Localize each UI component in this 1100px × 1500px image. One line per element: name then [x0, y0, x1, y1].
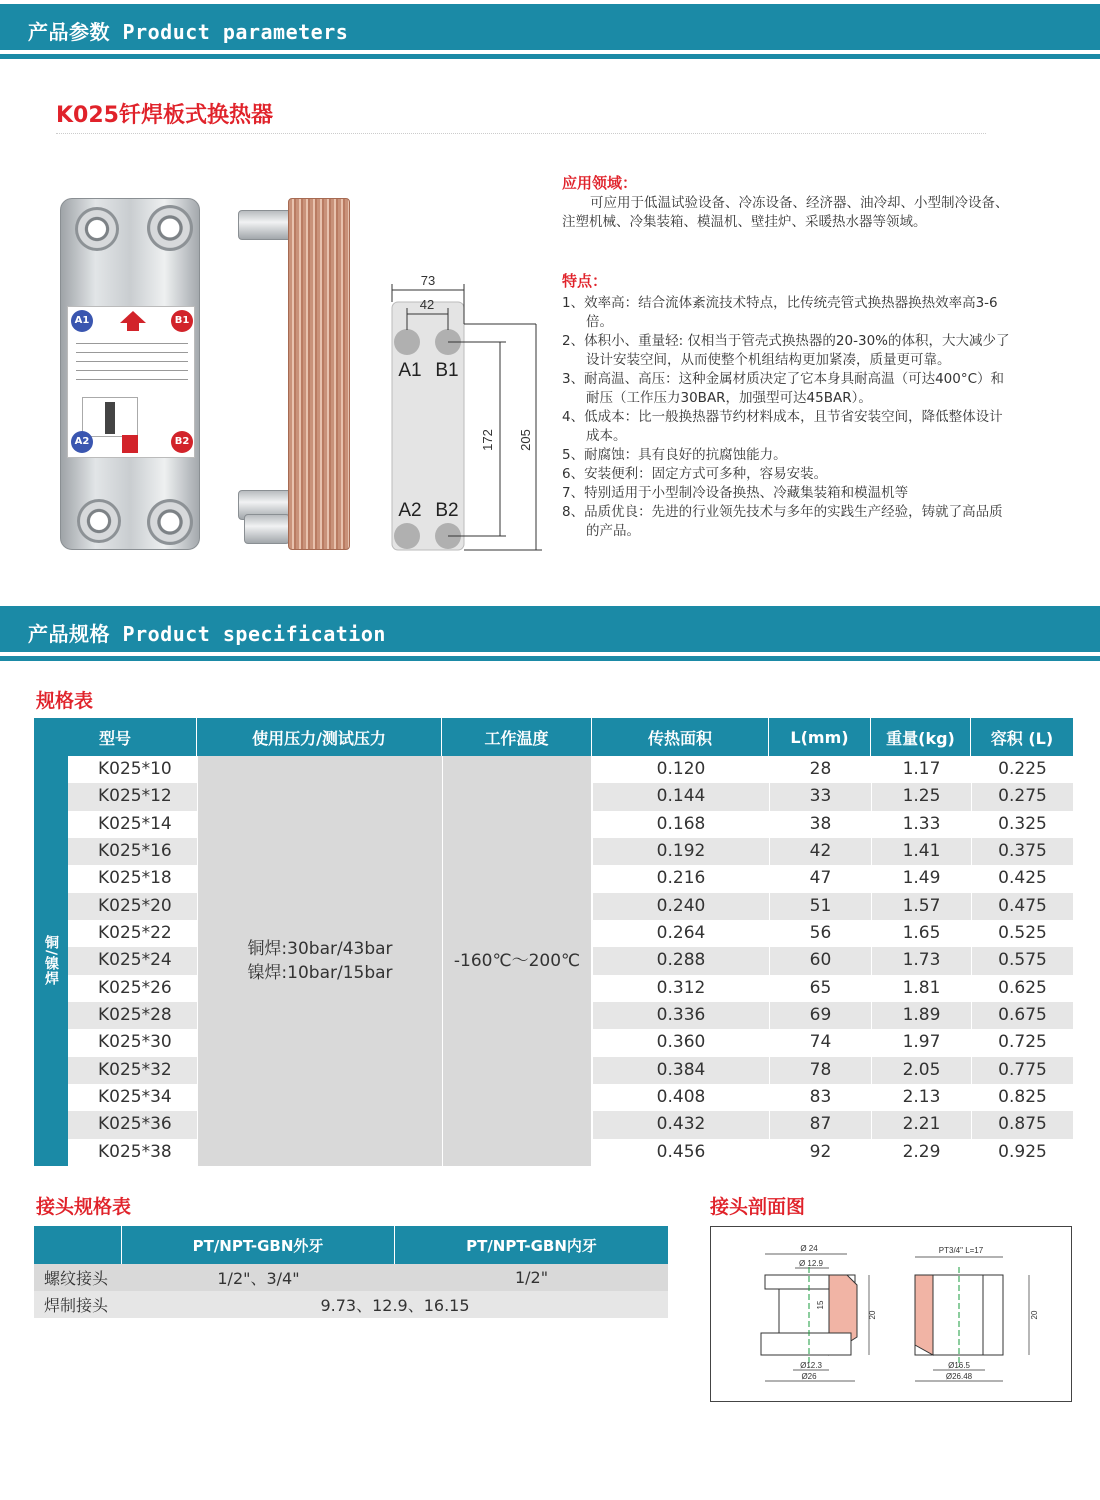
- cell-value: 60: [769, 947, 871, 974]
- feature-item: 4、低成本：比一般换热器节约材料成本，且节省安装空间，降低整体设计成本。: [562, 409, 1003, 444]
- gauge-icon: [82, 397, 138, 437]
- cell-value: 42: [769, 838, 871, 865]
- cell-value: 0.825: [971, 1084, 1073, 1111]
- cell-inner: 1/2": [514, 1268, 549, 1287]
- cell-value: 0.288: [592, 947, 769, 974]
- dim-width-inner: 42: [419, 297, 435, 312]
- feature-item: 7、特别适用于小型制冷设备换热、冷藏集装箱和模温机等: [562, 485, 909, 501]
- cell-value: 0.375: [971, 838, 1073, 865]
- cell-model: K025*12: [68, 783, 197, 810]
- spec-header-cell: 型号: [34, 718, 197, 756]
- cell-value: 0.120: [592, 756, 769, 783]
- connector-header-outer: PT/NPT-GBN外牙: [122, 1226, 395, 1264]
- cell-value: 0.456: [592, 1139, 769, 1166]
- application-text: 可应用于低温试验设备、冷冻设备、经济器、油冷却、小型制冷设备、注塑机械、冷集装箱、模温机、壁挂炉、采暖热水器等领域。: [562, 195, 1009, 230]
- cell-model: K025*36: [68, 1111, 197, 1138]
- cell-value: 0.875: [971, 1111, 1073, 1138]
- spec-header-cell: 使用压力/测试压力: [197, 718, 442, 756]
- cell-model: K025*18: [68, 865, 197, 892]
- cell-value: 0.325: [971, 811, 1073, 838]
- table-row: [34, 838, 1073, 865]
- badge-b1: B1: [171, 310, 193, 332]
- pressure-cell: 铜焊:30bar/43bar 镍焊:10bar/15bar: [197, 756, 442, 1166]
- table-row: [34, 920, 1073, 947]
- cell-value: 0.192: [592, 838, 769, 865]
- section-bar-spec: [0, 606, 1100, 652]
- nameplate-label: [67, 306, 195, 458]
- feature-item: 2、体积小、重量轻: 仅相当于管壳式换热器的20-30%的体积，大大减少了设计安装空间，从而使整个机组结构更加紧凑，质量更可靠。: [562, 333, 1010, 368]
- cell-model: K025*32: [68, 1057, 197, 1084]
- cell-value: 0.432: [592, 1111, 769, 1138]
- cell-model: K025*34: [68, 1084, 197, 1111]
- features-heading: 特点：: [562, 272, 608, 290]
- table-row: [34, 783, 1073, 810]
- port-icon: [147, 499, 193, 545]
- cell-value: 0.525: [971, 920, 1073, 947]
- cell-value: 0.240: [592, 893, 769, 920]
- port-label-a1: A1: [398, 360, 422, 381]
- title-divider: [56, 133, 986, 134]
- table-row: [34, 1264, 668, 1291]
- cell-value: 1.49: [871, 865, 971, 892]
- dim-height-outer: 205: [518, 429, 533, 451]
- nozzle-bottom-2: [244, 514, 290, 544]
- spec-header-cell: 传热面积: [592, 718, 769, 756]
- cell-model: K025*20: [68, 893, 197, 920]
- table-row: [34, 1111, 1073, 1138]
- port-label-b1: B1: [435, 360, 459, 381]
- cell-value: 2.29: [871, 1139, 971, 1166]
- cell-value: 0.575: [971, 947, 1073, 974]
- cell-value: 0.625: [971, 975, 1073, 1002]
- connector-table-header: [34, 1226, 668, 1264]
- cell-value: 78: [769, 1057, 871, 1084]
- label-20-left: 20: [868, 1310, 877, 1320]
- cell-value: 38: [769, 811, 871, 838]
- cell-value: 51: [769, 893, 871, 920]
- cell-model: K025*16: [68, 838, 197, 865]
- cell-model: K025*38: [68, 1139, 197, 1166]
- cell-model: K025*26: [68, 975, 197, 1002]
- label-20-right: 20: [1030, 1310, 1039, 1320]
- cell-value: 56: [769, 920, 871, 947]
- table-row: [34, 947, 1073, 974]
- cell-value: 1.89: [871, 1002, 971, 1029]
- cell-value: 0.312: [592, 975, 769, 1002]
- table-row: [34, 1002, 1073, 1029]
- feature-item: 1、效率高：结合流体紊流技术特点，比传统壳管式换热器换热效率高3-6倍。: [562, 295, 998, 330]
- spec-header-cell: L(mm): [769, 718, 871, 756]
- port-icon: [77, 499, 121, 543]
- plate-side-image: [288, 198, 350, 550]
- arrow-stem: [127, 323, 139, 331]
- badge-a1: A1: [71, 310, 93, 332]
- cell-value: 1.65: [871, 920, 971, 947]
- connector-table: [34, 1226, 668, 1318]
- table-row: [34, 865, 1073, 892]
- dim-width-outer: 73: [420, 273, 436, 288]
- port-label-b2: B2: [435, 500, 459, 521]
- cell-model: K025*28: [68, 1002, 197, 1029]
- cell-value: 0.168: [592, 811, 769, 838]
- cell-value: 0.675: [971, 1002, 1073, 1029]
- cell-value: 0.360: [592, 1029, 769, 1056]
- temperature-cell: -160℃～200℃: [442, 756, 592, 1166]
- cell-value: 65: [769, 975, 871, 1002]
- category-cell: 铜/镍焊: [34, 756, 68, 1166]
- cell-value: 1.81: [871, 975, 971, 1002]
- table-row: [34, 756, 1073, 783]
- cell-value: 74: [769, 1029, 871, 1056]
- cell-value: 1.41: [871, 838, 971, 865]
- cell-value: 0.925: [971, 1139, 1073, 1166]
- spec-table-title: 规格表: [36, 690, 94, 712]
- cell-value: 2.21: [871, 1111, 971, 1138]
- label-d2648: Ø26.48: [945, 1372, 973, 1381]
- cell-value: 33: [769, 783, 871, 810]
- spec-table-header: [34, 718, 1073, 756]
- cell-value: 0.225: [971, 756, 1073, 783]
- cell-value: 0.264: [592, 920, 769, 947]
- feature-item: 5、耐腐蚀：具有良好的抗腐蚀能力。: [562, 447, 787, 463]
- row-label: 焊制接头: [44, 1296, 109, 1315]
- feature-item: 3、耐高温、高压：这种金属材质决定了它本身具耐高温（可达400°C）和耐压（工作压力30BAR，加强型可达45BAR）。: [562, 371, 1005, 406]
- table-row: [34, 893, 1073, 920]
- plate-front-image: [60, 198, 200, 550]
- label-pt: PT3/4" L=17: [938, 1246, 984, 1255]
- spec-header-cell: 工作温度: [442, 718, 592, 756]
- cell-value: 92: [769, 1139, 871, 1166]
- cell-value: 1.17: [871, 756, 971, 783]
- cell-model: K025*24: [68, 947, 197, 974]
- spec-table-body: [34, 756, 1073, 1166]
- label-d129: Ø 12.9: [798, 1259, 824, 1268]
- cell-weld: 9.73、12.9、16.15: [320, 1296, 470, 1315]
- cell-model: K025*10: [68, 756, 197, 783]
- cell-value: 0.408: [592, 1084, 769, 1111]
- arrow-up-icon: [120, 311, 146, 323]
- spec-header-cell: 容积 (L): [971, 718, 1073, 756]
- cell-value: 69: [769, 1002, 871, 1029]
- cell-value: 0.725: [971, 1029, 1073, 1056]
- cell-value: 0.144: [592, 783, 769, 810]
- nameplate-lines: [76, 335, 188, 380]
- label-d26: Ø26: [801, 1372, 817, 1381]
- application-heading: 应用领域：: [562, 174, 638, 192]
- feature-item: 8、品质优良：先进的行业领先技术与多年的实践生产经验，铸就了高品质的产品。: [562, 504, 1003, 539]
- table-row: [34, 975, 1073, 1002]
- section-divider: [0, 54, 1100, 59]
- section-view-drawing: [711, 1227, 1071, 1401]
- nozzle-top: [238, 210, 292, 240]
- label-d24: Ø 24: [800, 1244, 818, 1253]
- cell-value: 47: [769, 865, 871, 892]
- cell-value: 2.13: [871, 1084, 971, 1111]
- section-bar-params: [0, 4, 1100, 50]
- table-row: [34, 1029, 1073, 1056]
- cell-value: 0.475: [971, 893, 1073, 920]
- connector-header-blank: [34, 1226, 122, 1264]
- cell-value: 28: [769, 756, 871, 783]
- section-title-params: 产品参数 Product parameters: [28, 20, 349, 44]
- table-row: [34, 1057, 1073, 1084]
- section-divider: [0, 656, 1100, 661]
- logo-icon: [122, 435, 138, 453]
- cell-value: 1.97: [871, 1029, 971, 1056]
- port-icon: [147, 205, 193, 251]
- table-row: [34, 811, 1073, 838]
- cell-value: 0.425: [971, 865, 1073, 892]
- feature-item: 6、安装便利：固定方式可多种，容易安装。: [562, 466, 828, 482]
- port-label-a2: A2: [398, 500, 422, 521]
- row-label: 螺纹接头: [44, 1269, 109, 1288]
- cell-model: K025*14: [68, 811, 197, 838]
- dim-height-inner: 172: [480, 429, 495, 451]
- label-15: 15: [816, 1300, 825, 1310]
- product-title: K025钎焊板式换热器: [56, 103, 273, 128]
- table-row: [34, 1291, 668, 1318]
- table-row: [34, 1084, 1073, 1111]
- label-d165: Ø16.5: [948, 1361, 970, 1370]
- cell-value: 0.775: [971, 1057, 1073, 1084]
- dimension-drawing: [380, 268, 550, 558]
- connector-header-inner: PT/NPT-GBN内牙: [395, 1226, 668, 1264]
- cell-value: 0.384: [592, 1057, 769, 1084]
- connector-table-title: 接头规格表: [36, 1196, 132, 1218]
- badge-b2: B2: [171, 431, 193, 453]
- spec-header-cell: 重量(kg): [871, 718, 971, 756]
- cell-value: 1.73: [871, 947, 971, 974]
- cell-value: 2.05: [871, 1057, 971, 1084]
- cell-value: 0.216: [592, 865, 769, 892]
- cell-value: 0.275: [971, 783, 1073, 810]
- cell-value: 1.57: [871, 893, 971, 920]
- cell-value: 87: [769, 1111, 871, 1138]
- section-view-box: [710, 1226, 1072, 1402]
- cell-outer: 1/2"、3/4": [217, 1269, 300, 1288]
- cell-value: 1.25: [871, 783, 971, 810]
- port-icon: [75, 207, 119, 251]
- section-title-spec: 产品规格 Product specification: [28, 622, 386, 646]
- section-view-title: 接头剖面图: [710, 1196, 806, 1218]
- feature-list: [562, 294, 1014, 541]
- cell-model: K025*22: [68, 920, 197, 947]
- table-row: [34, 1139, 1073, 1166]
- label-d123: Ø12.3: [800, 1361, 822, 1370]
- cell-value: 83: [769, 1084, 871, 1111]
- cell-value: 0.336: [592, 1002, 769, 1029]
- spec-table: [34, 718, 1073, 1166]
- badge-a2: A2: [71, 431, 93, 453]
- cell-model: K025*30: [68, 1029, 197, 1056]
- cell-value: 1.33: [871, 811, 971, 838]
